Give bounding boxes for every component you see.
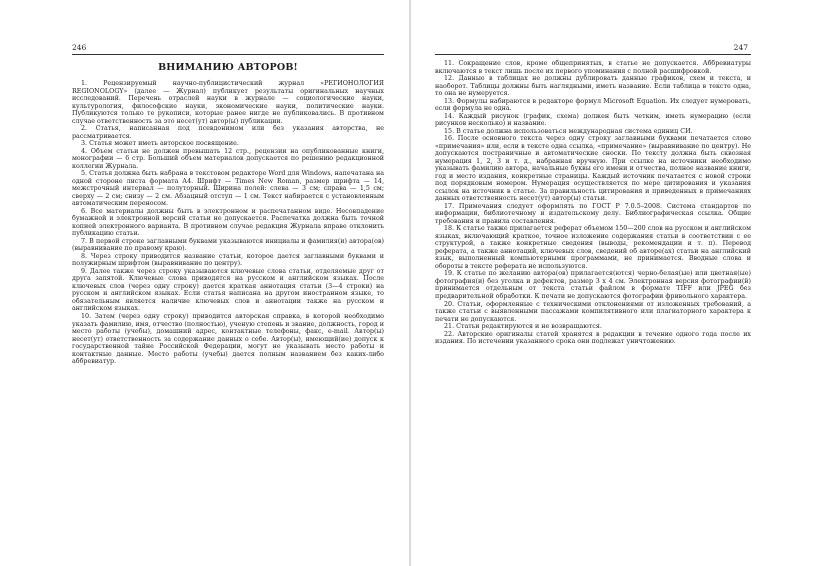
paragraph: 18. К статье также прилагается реферат объемом 150—200 слов на русском и английском языках, включающий краткое, точное изложение содержания статьи в соответствии с ее структурой, а также конкретные сведения (выводы, рекомендации и т. п). Перевод реферата, а также аннотаций, ключевых слов, сведений об авторе(ах) статьи на английский язык, выполненный компьютерными программами, не принимается. Вводные слова и обороты в тексте реферата не используются. <box>435 225 751 270</box>
paragraph: 9. Далее также через строку указываются ключевые слова статьи, отделяемые друг от друга запятой. Ключевые слова приводятся на русском и английском языках. После ключевых слов (через одну строку) дается краткая аннотация статьи (3—4 строки) на русском и английском языках. Если статья написана на другом иностранном языке, то обязательным является наличие ключевых слов и аннотации также на русском и английском языках. <box>72 267 384 313</box>
right-page <box>411 0 820 566</box>
paragraph: 11. Сокращение слов, кроме общепринятых, в статье не допускается. Аббревиатуры включаются в текст лишь после их первого упоминания с полной расшифровкой. <box>435 60 751 75</box>
paragraph: 16. После основного текста через одну строку заглавными буквами печатается слово «примечания» или, если в тексте одна ссылка, «примечание» (выравнивание по центру). Не допускаются постраничные и автоматические сноски. По тексту должна быть сквозная нумерация 1, 2, 3 и т. д., набранная вручную. При ссылке на источники необходимо указывать фамилию автора, начальные буквы его имени и отчества, полное название книги, год и место издания, конкретные страницы. Каждый источник печатается с новой строки под порядковым номером. Нумерация осуществляется по мере цитирования и указания ссылок на источник в статье. За правильность цитирования и приведенных в примечаниях данных ответственность несет(ут) автор(ы) статьи. <box>435 135 751 203</box>
header-rule <box>72 54 384 55</box>
paragraph: 2. Статья, написанная под псевдонимом или без указания авторства, не рассматривается. <box>72 125 384 140</box>
left-page <box>0 0 409 566</box>
paragraph: 1. Рецензируемый научно-публицистический журнал «РЕГИОНОЛОГИЯ REGIONOLOGY» (далее — Журнал) публикует результаты оригинальных научных исследований. Перечень отраслей науки в журнале — социологические науки, культурология, философские науки, экономические науки, политические науки. Публикуются только те рукописи, которые ранее нигде не публиковались. В противном случае ответственность за это несет(ут) автор(ы) публикации. <box>72 80 384 125</box>
paragraph: 14. Каждый рисунок (график, схема) должен быть четким, иметь нумерацию (если рисунков несколько) и название. <box>435 112 751 128</box>
paragraph: 4. Объем статьи не должен превышать 12 стр., рецензии на опубликованные книги, монографии — 6 стр. Больший объем материалов допускается по решению редакционной коллегии Журнала. <box>72 147 384 170</box>
paragraph: 19. К статье по желанию автора(ов) прилагается(ются) черно-белая(ые) или цветная(ые) фотография(и) без уголка и дефектов, размер 3 х 4 см. Электронная версия фотографии(й) принимается отдельным от текста статьи файлом в формате TIFF или JPEG без предварительной обработки. К печати не допускаются фотографии фривольного характера. <box>435 270 751 300</box>
paragraph: 8. Через строку приводится название статьи, которое дается заглавными буквами и полужирным шрифтом (выравнивание по центру). <box>72 252 384 268</box>
paragraph: 5. Статья должна быть набрана в текстовом редакторе Word для Windows, напечатана на одной стороне листа формата А4. Шрифт — Times New Roman, размер шрифта — 14, межстрочный интервал — полуторный. Ширина полей: слева — 3 см; справа — 1,5 см; сверху — 2 см; снизу — 2 см. Абзацный отступ — 1 см. Текст набирается с установленным автоматическим переносом. <box>72 170 384 208</box>
paragraph: 17. Примечания следует оформлять по ГОСТ Р 7.0.5–2008. Система стандартов по информации, библиотечному и издательскому делу. Библиографическая ссылка. Общие требования и правила составления. <box>435 202 751 225</box>
paragraph: 15. В статье должна использоваться международная система единиц СИ. <box>444 127 693 135</box>
paragraph: 22. Авторские оригиналы статей хранятся в редакции в течение одного года после их издания. По истечении указанного срока они подлежат уничтожению. <box>435 330 751 346</box>
paragraph: 12. Данные в таблицах не должны дублировать данные графиков, схем и текста, и наоборот. Таблицы должны быть наглядными, иметь название. Если таблица в тексте одна, то она не нумеруется. <box>435 75 751 98</box>
paragraph: 10. Затем (через одну строку) приводится авторская справка, в которой необходимо указать фамилию, имя, отчество (полностью), ученую степень и звание, должность, город и место работы (учебы), домашний адрес, контактные телефоны, факс, e-mail. Автор(ы) несет(ут) ответственность за содержание данных о себе. Автор(ы), имеющий(ие) допуск к государственной тайне Российской Федерации, могут не указывать место работы и контактные данные. Место работы (учебы) дается полным названием без каких-либо аббревиатур. <box>72 312 384 366</box>
header-rule <box>435 54 751 55</box>
paragraph: 21. Статьи редактируются и не возвращаются. <box>444 323 602 331</box>
right-text-column <box>435 60 751 346</box>
page-number: 247 <box>733 43 748 52</box>
paragraph: 3. Статья может иметь авторское посвящение. <box>81 140 239 148</box>
left-text-column <box>72 80 384 366</box>
paragraph: 20. Статьи, оформленные с техническими отклонениями от изложенных требований, а также статьи с выявленными пассажами компилятивного или плагиаторного характера к печати не допускаются. <box>435 300 751 323</box>
page-number: 246 <box>72 43 87 52</box>
paragraph: 7. В первой строке заглавными буквами указываются инициалы и фамилия(и) автора(ов) (выравнивание по правому краю). <box>72 237 384 253</box>
paragraph: 6. Все материалы должны быть в электронном и распечатанном виде. Несовпадение бумажной и электронной версий статьи не допускается. Распечатка должна быть точной копией электронного варианта. В противном случае редакция Журнала вправе отклонить публикацию статьи. <box>72 207 384 238</box>
page-heading: ВНИМАНИЮ АВТОРОВ! <box>158 62 298 73</box>
paragraph: 13. Формулы набираются в редакторе формул Microsoft Equation. Их следует нумеровать, если формула не одна. <box>435 97 751 113</box>
